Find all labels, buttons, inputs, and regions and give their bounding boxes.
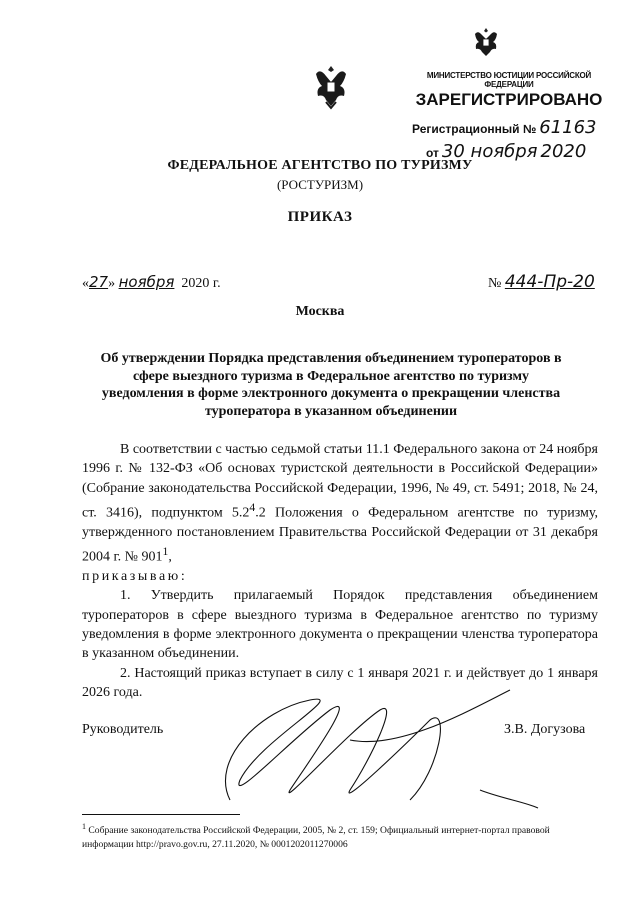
- order-number-value: 444-Пр-20: [504, 272, 595, 292]
- stamp-date-year: 2020: [540, 141, 587, 162]
- order-word: приказываю:: [82, 569, 188, 585]
- agency-name: ФЕДЕРАЛЬНОЕ АГЕНТСТВО ПО ТУРИЗМУ: [167, 158, 473, 173]
- body-intro: В соответствии с частью седьмой статьи 11.1 Федерального закона от 24 ноября 1996 г. № 132-ФЗ «Об основах туристской деятельности в Российской Федерации» (Собрание законодательства Российской Федерации, 1996, № 49, ст. 5491; 2018, № 24, ст. 3416), подпунктом 5.2: [82, 442, 598, 521]
- order-date-month: ноября: [118, 273, 175, 291]
- footnote-reference: 1: [162, 545, 169, 559]
- order-number-label: №: [488, 276, 502, 291]
- body-intro-superscript: 4: [249, 500, 256, 514]
- stamp-registration-number: [412, 117, 597, 138]
- order-body: [82, 440, 598, 702]
- order-date: [82, 273, 221, 292]
- stamp-date-handwritten: 30 ноября: [441, 141, 538, 162]
- order-date-year: 2020 г.: [181, 276, 221, 291]
- order-item-2: 2. Настоящий приказ вступает в силу с 1 января 2021 г. и действует до 1 января 2026 года.: [82, 665, 598, 700]
- footnote-mark: 1: [82, 822, 86, 831]
- order-number: [488, 272, 595, 292]
- handwritten-signature-icon: [200, 680, 540, 830]
- stamp-reg-number: 61163: [539, 117, 597, 138]
- footnote-text: Собрание законодательства Российской Федерации, 2005, № 2, ст. 159; Официальный интернет-портал правовой информации http://pravo.gov.ru, 27.11.2020, № 0001202011270006: [82, 825, 550, 850]
- agency-short-name: (РОСТУРИЗМ): [276, 177, 364, 192]
- stamp-emblem-icon: [472, 26, 500, 60]
- footnote: [82, 820, 602, 851]
- body-intro-end: ,: [168, 549, 172, 565]
- stamp-reg-label: Регистрационный №: [412, 122, 537, 136]
- footnote-divider: [82, 814, 240, 815]
- signer-role: Руководитель: [82, 722, 164, 737]
- document-type-title: ПРИКАЗ: [287, 209, 353, 225]
- body-intro-continued: .2 Положения о Федеральном агентстве по туризму, утвержденного постановлением Правительства Российской Федерации от 31 декабря 2004 г. № 901: [82, 505, 598, 565]
- date-open-quote: «: [82, 276, 89, 291]
- coat-of-arms-icon: [310, 62, 352, 112]
- stamp-ministry-label: МИНИСТЕРСТВО ЮСТИЦИИ РОССИЙСКОЙ ФЕДЕРАЦИИ: [426, 71, 592, 89]
- signer-name: З.В. Догузова: [504, 722, 586, 737]
- order-date-day: 27: [89, 273, 109, 291]
- order-subject: Об утверждении Порядка представления объединением туроператоров в сфере выездного туризма в Федеральное агентство по туризму уведомления в форме электронного документа о прекращении членства туроператора в указанном объединении: [100, 351, 562, 419]
- stamp-date-prefix: от: [426, 146, 439, 160]
- date-close-quote: »: [108, 276, 116, 291]
- order-city: Москва: [295, 304, 345, 319]
- stamp-status: ЗАРЕГИСТРИРОВАНО: [415, 90, 603, 109]
- order-item-1: 1. Утвердить прилагаемый Порядок представления объединением туроператоров в сфере выездного туризма в Федеральное агентство по туризму уведомления в форме электронного документа о прекращении членства туроператора в указанном объединении.: [82, 588, 598, 662]
- body-intro-paragraph: [82, 440, 598, 567]
